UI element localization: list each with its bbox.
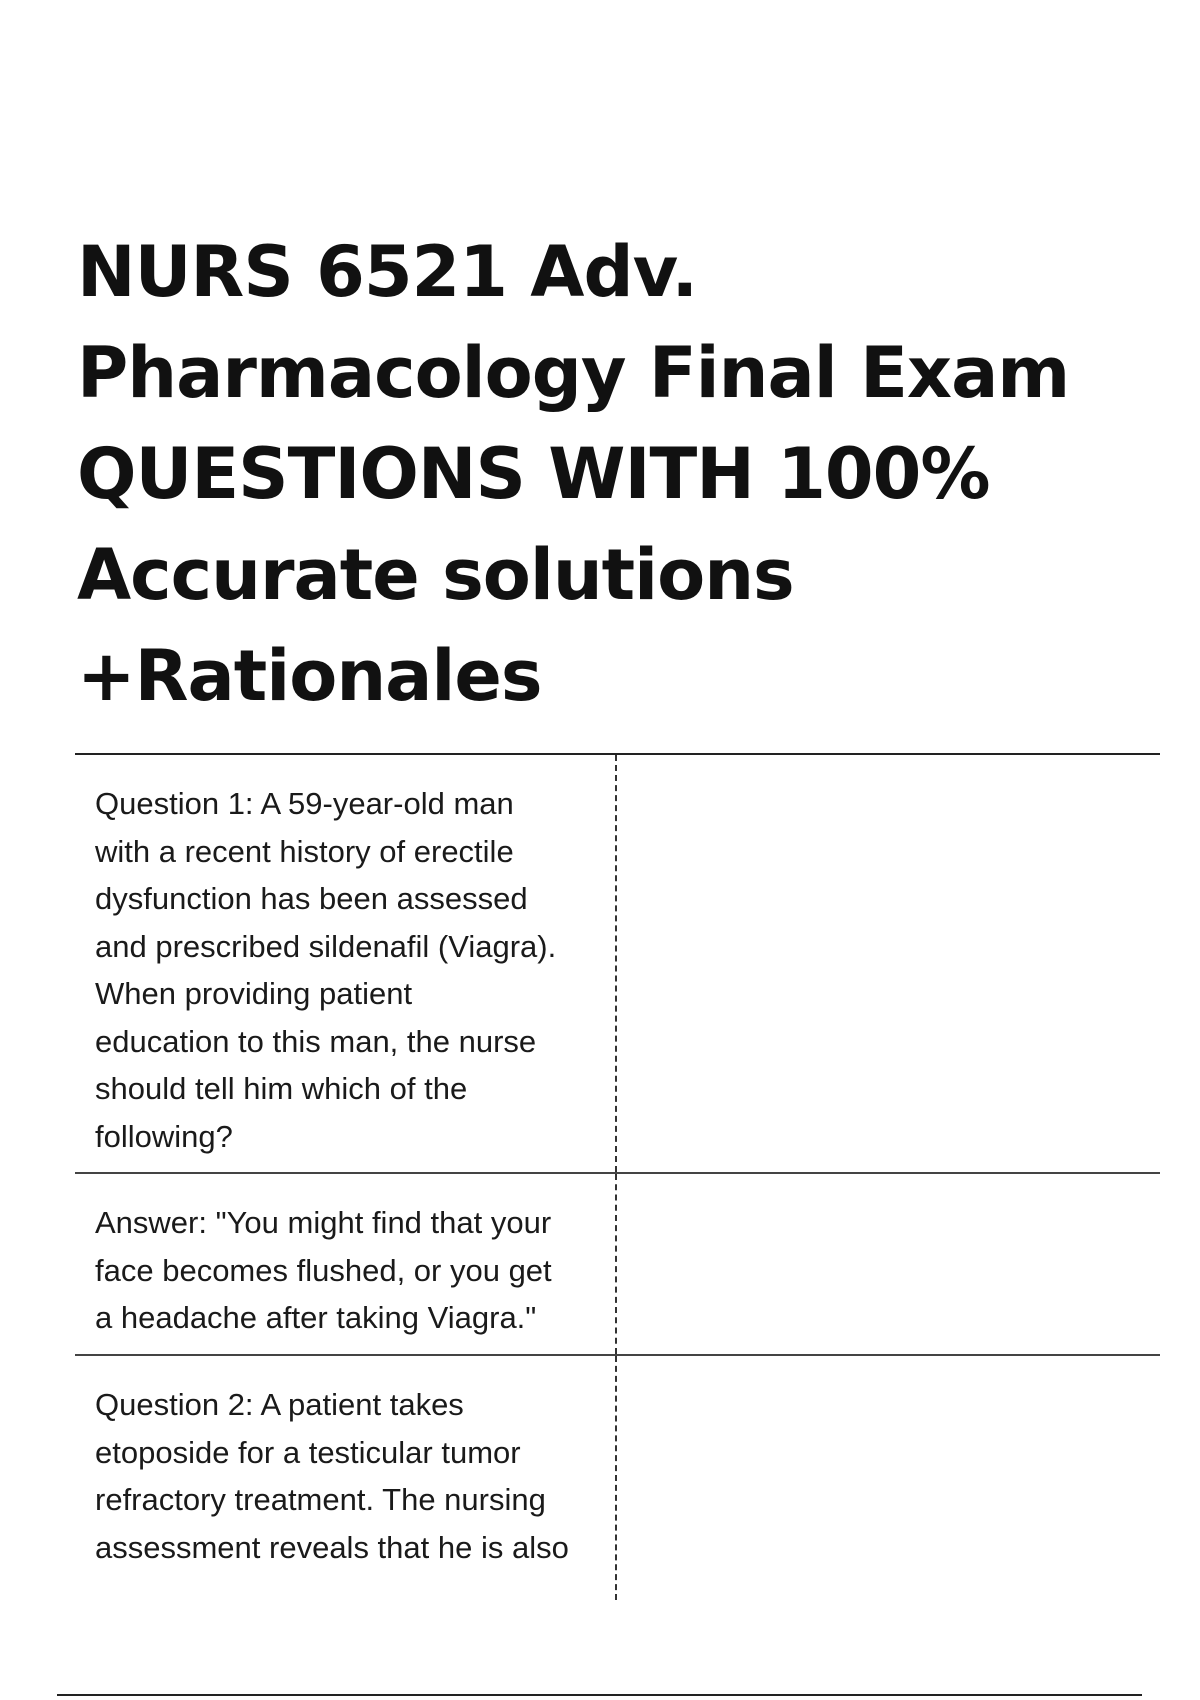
answer-column-cell bbox=[617, 1174, 1160, 1354]
title-line: Pharmacology Final Exam bbox=[77, 332, 1070, 414]
title-line: QUESTIONS WITH 100% bbox=[77, 433, 990, 515]
question-1-cell bbox=[75, 755, 617, 1172]
answer-1-text-line: a headache after taking Viagra." bbox=[95, 1300, 537, 1335]
answer-1-cell bbox=[75, 1174, 617, 1354]
question-1-text-line: Question 1: A 59-year-old man bbox=[95, 786, 514, 821]
document-title bbox=[77, 222, 1117, 727]
table-row-question-2 bbox=[75, 1356, 1160, 1600]
question-2-text-line: assessment reveals that he is also bbox=[95, 1529, 569, 1565]
qa-table bbox=[75, 753, 1160, 1600]
question-2-text-line: etoposide for a testicular tumor bbox=[95, 1434, 521, 1470]
question-1-text-line: dysfunction has been assessed bbox=[95, 881, 528, 916]
question-1-text-line: following? bbox=[95, 1118, 233, 1154]
table-row-answer-1 bbox=[75, 1174, 1160, 1356]
question-1-text-line: should tell him which of the bbox=[95, 1071, 468, 1106]
question-2-text-line: Question 2: A patient takes bbox=[95, 1387, 464, 1422]
answer-column-cell bbox=[617, 755, 1160, 1172]
title-line: Accurate solutions bbox=[77, 534, 794, 616]
page-bottom-rule bbox=[57, 1694, 1142, 1696]
question-1-text-line: and prescribed sildenafil (Viagra). bbox=[95, 928, 557, 964]
answer-column-cell bbox=[617, 1356, 1160, 1600]
answer-1-text-line: Answer: "You might find that your bbox=[95, 1205, 552, 1240]
question-1-text-line: education to this man, the nurse bbox=[95, 1023, 537, 1059]
title-line: NURS 6521 Adv. bbox=[77, 231, 698, 313]
answer-1-text-line: face becomes flushed, or you get bbox=[95, 1252, 552, 1288]
title-line: +Rationales bbox=[77, 635, 542, 717]
question-2-text-line: refractory treatment. The nursing bbox=[95, 1482, 546, 1517]
table-row-question-1 bbox=[75, 755, 1160, 1174]
question-1-text-line: with a recent history of erectile bbox=[95, 833, 514, 869]
question-2-cell bbox=[75, 1356, 617, 1600]
question-1-text-line: When providing patient bbox=[95, 976, 413, 1011]
